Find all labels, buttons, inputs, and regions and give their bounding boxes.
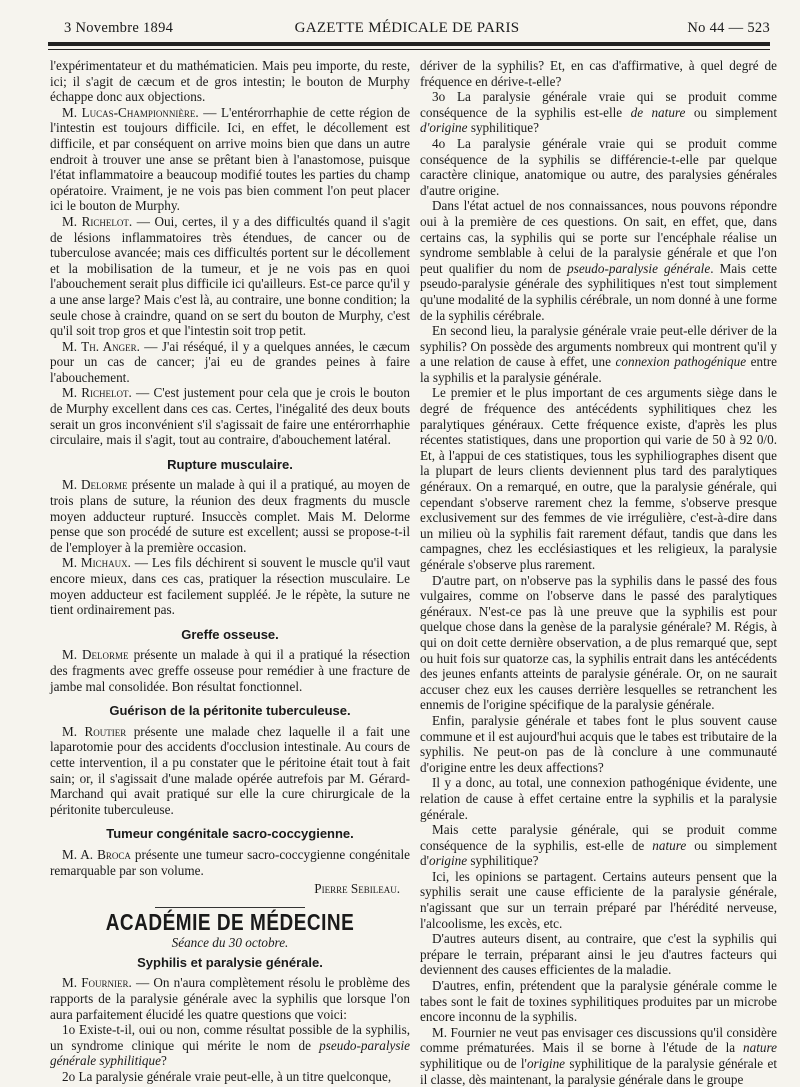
paragraph-text: ou simplement xyxy=(685,104,777,120)
paragraph xyxy=(50,975,410,1022)
paragraph-text: — Oui, certes, il y a des difficultés quand il s'agit de lésions inflammatoires très étendues, de cancer ou de tuberculose avancée; mais ces difficultés portent sur le décollement et la mobilisation de la tumeur, et je ne vois pas en quoi l'abouchement serait plus difficile ici qu'ailleurs. Est-ce parce qu'il y a une anse large? Mais c'est là, au contraire, une bonne condition; la seule chose à craindre, quand on se sert du bouton de Murphy, c'est qu'il soit trop gros et que l'intestin soit trop petit. xyxy=(50,213,411,339)
italic-term: d'origine xyxy=(420,120,468,136)
paragraph-text: — L'entérorrhaphie de cette région de l'intestin est toujours difficile. Ici, en effet, le décollement est difficile, et par conséquent on arrive moins bien que dans un autre endroit à trouver une anse se prêtant bien à l'anastomose, puisque l'état inflammatoire a beaucoup modifié toutes les parties du champ opératoire. Vraiment, je ne vois pas bien comment l'on peut placer ici le bouton de Murphy. xyxy=(50,104,410,214)
paragraph: Le premier et le plus important de ces arguments siège dans le degré de fréquence des antécédents syphilitiques chez les paralytiques généraux. Cette fréquence existe, d'après les plus récentes statistiques, dans une proportion qui varie de 50 à 92 0/0. Et, à l'appui de ces statistiques, tous les syphiliographes disent que la plupart de leurs clients deviennent plus tard des paralytiques généraux. On a remarqué, en outre, que la paralysie générale, qui cependant s'observe rarement chez la femme, s'observe presque exclusivement sur des femmes de vie irrégulière, c'est-à-dire dans un milieu où la syphilis fait rarement défaut, tandis que dans les campagnes, chez les ecclésiastiques et les religieux, la paralysie générale s'observe plus rarement. xyxy=(420,385,777,572)
paragraph xyxy=(50,477,410,555)
paragraph-text: présente une malade chez laquelle il a fait une laparotomie pour des accidents d'occlusion intestinale. Au cours de cette intervention, il a pu constater que le péritoine était tout à fait sain; or, il s'agissait d'une malade opérée autrefois par M. Gérard-Marchand qui avait pratiqué sur elle la cure chirurgicale de la péritonite tuberculeuse. xyxy=(50,723,410,817)
paragraph-text: ou simplement d' xyxy=(420,837,777,869)
paragraph-text: — On n'aura complètement résolu le problème des rapports de la paralysie générale avec la syphilis que lorsque l'on aura parfaitement élucidé les quatre questions que voici: xyxy=(50,975,410,1022)
speaker-name: M. Fournier. xyxy=(62,975,132,991)
paragraph-text: — J'ai réséqué, il y a quelques années, le cæcum pour un cas de cancer; j'ai eu de grandes peines à faire l'abouchement. xyxy=(50,338,411,385)
paragraph-text: présente un malade à qui il a pratiqué la résection des fragments avec greffe osseuse pour remédier à une fracture de jambe mal consolidée. Bon résultat fonctionnel. xyxy=(50,647,411,694)
left-column xyxy=(50,58,410,1085)
italic-term: connexion pathogénique xyxy=(615,354,747,370)
paragraph-text: syphilitique? xyxy=(467,120,539,136)
author-signature: Pierre Sebileau. xyxy=(314,881,400,897)
paragraph: D'autre part, on n'observe pas la syphilis dans le passé des fous vulgaires, comme on l'observe dans le passé des paralytiques généraux. N'est-ce pas là une preuve que la syphilis est pour quelque chose dans la genèse de la paralysie générale? M. Régis, à qui on doit cette dernière observation, a de plus remarqué que, sept ou huit fois sur quatorze cas, la syphilis entrait dans les antécédents des jeunes enfants atteints de paralysie générale. Or, on ne saurait accuser chez eux les causes derrière lesquelles se retranchent les ennemis de l'origine spécifique de la paralysie générale. xyxy=(420,572,777,713)
section-heading: Tumeur congénitale sacro-coccygienne. xyxy=(106,826,354,842)
paragraph xyxy=(50,214,410,339)
right-column xyxy=(420,58,777,1087)
paragraph-text: M. Fournier ne veut pas envisager ces discussions qu'il considère comme prématurées. Mais il se borne à l'étude de la xyxy=(420,1024,777,1056)
section-divider xyxy=(155,907,305,908)
speaker-name: M. Richelot. xyxy=(62,213,133,229)
paragraph xyxy=(50,105,410,214)
speaker-name: M. Delorme xyxy=(62,647,129,663)
header-rule xyxy=(48,42,770,50)
speaker-name: M. Michaux. xyxy=(62,555,131,571)
paragraph-text: présente une tumeur sacro-coccygienne congénitale remarquable par son volume. xyxy=(50,846,410,878)
paragraph-text: présente un malade à qui il a pratiqué, au moyen de trois plans de suture, la réunion des deux fragments du muscle moyen adducteur rupturé. Insuccès complet. Mais M. Delorme pense que son procédé de suture est excellent; aussi se propose-t-il de l'employer à la première occasion. xyxy=(50,477,411,555)
italic-term: origine xyxy=(526,1056,566,1071)
paragraph: 4o La paralysie générale vraie qui se produit comme conséquence de la syphilis se différencie-t-elle par quelque caractère clinique, anatomique ou autre, des paralysies générales d'autre origine. xyxy=(420,135,777,198)
session-date: Séance du 30 octobre. xyxy=(171,935,289,951)
paragraph: Ici, les opinions se partagent. Certains auteurs pensent que la syphilis serait une cause efficiente de la paralysie générale, n'agissant que sur un terrain préparé par l'hérédité nerveuse, l'alcoolisme, les excès, etc. xyxy=(420,868,777,931)
speaker-name: M. Routier xyxy=(62,723,127,739)
paragraph: l'expérimentateur et du mathématicien. Mais peu importe, du reste, ici; il s'agit de cæcum et de gros intestin; le bouton de Murphy échappe donc aux objections. xyxy=(50,58,410,105)
paragraph-text: syphilitique de la paralysie générale et il classe, dès maintenant, la paralysie générale dans le groupe xyxy=(420,1056,778,1087)
speaker-name: M. Th. Anger. xyxy=(62,338,140,354)
section-heading: Greffe osseuse. xyxy=(181,626,279,642)
page-header xyxy=(44,12,770,36)
paragraph-text: ? xyxy=(160,1053,167,1069)
paragraph-text: Dans l'état actuel de nos connaissances, nous pouvons répondre oui à la première de ces questions. On sait, en effet, que, dans certains cas, la syphilis qui se porte sur l'encéphale réalise un syndrome semblable à celui de la paralysie générale et que l'on peut qualifier du nom de xyxy=(420,198,777,276)
paragraph-text: . Mais cette pseudo-paralysie générale des syphilitiques n'est tout simplement qu'une modalité de la syphilis cérébrale, un nom donné à une forme de la syphilis cérébrale. xyxy=(420,260,778,323)
italic-term: nature xyxy=(652,837,687,853)
paragraph: dériver de la syphilis? Et, en cas d'affirmative, à quel degré de fréquence en dérive-t-elle? xyxy=(420,58,777,89)
italic-term: pseudo-paralysie générale xyxy=(567,260,711,276)
paragraph-text: 3o La paralysie générale vraie qui se produit comme conséquence de la syphilis est-elle xyxy=(420,89,777,120)
header-date: 3 Novembre 1894 xyxy=(64,20,174,36)
paragraph xyxy=(420,822,777,869)
paragraph: D'autres auteurs disent, au contraire, que c'est la syphilis qui prépare le terrain, préparant ainsi le jeu d'autres facteurs qui deviennent des causes efficientes de la maladie. xyxy=(420,931,777,978)
paragraph-text: syphilitique ou de l' xyxy=(420,1056,527,1071)
paragraph-text: En second lieu, la paralysie générale vraie peut-elle dériver de la syphilis? On possède des arguments nombreux qui montrent qu'il y a une relation de cause à effet, une xyxy=(420,323,777,370)
speaker-name: M. Richelot. xyxy=(62,385,132,401)
header-page-number: No 44 — 523 xyxy=(687,20,770,36)
paragraph xyxy=(50,847,410,878)
section-heading: Syphilis et paralysie générale. xyxy=(137,954,323,970)
speaker-name: M. A. Broca xyxy=(62,846,131,862)
paragraph: 2o La paralysie générale vraie peut-elle, à un titre quelconque, xyxy=(62,1069,392,1085)
italic-term: origine xyxy=(428,853,468,869)
paragraph xyxy=(50,385,410,447)
header-journal-title: GAZETTE MÉDICALE DE PARIS xyxy=(294,20,520,36)
section-heading: Guérison de la péritonite tuberculeuse. xyxy=(109,703,351,719)
paragraph-text: syphilitique? xyxy=(467,853,539,869)
paragraph xyxy=(420,89,777,136)
paragraph xyxy=(420,198,777,323)
italic-term: pseudo-paralysie générale syphilitique xyxy=(50,1037,410,1069)
paragraph xyxy=(50,555,410,617)
paragraph xyxy=(420,1025,777,1087)
italic-term: nature xyxy=(743,1040,777,1056)
academy-heading: ACADÉMIE DE MÉDECINE xyxy=(105,910,355,936)
speaker-name: M. Lucas-Championnière. xyxy=(62,104,199,120)
paragraph-text: Mais cette paralysie générale, qui se produit comme conséquence de la syphilis, est-elle de xyxy=(420,822,777,853)
paragraph xyxy=(50,339,410,386)
paragraph-text: 1o Existe-t-il, oui ou non, comme résultat possible de la syphilis, un syndrome clinique qui mérite le nom de xyxy=(50,1022,410,1053)
paragraph xyxy=(50,724,410,818)
paragraph xyxy=(420,323,777,385)
paragraph-text: — C'est justement pour cela que je crois le bouton de Murphy excellent dans ces cas. Certes, l'inégalité des deux bouts serait un gros inconvénient s'il s'agissait de faire une entérorrhaphie circulaire, mais il s'agit, tout au contraire, d'abouchement latéral. xyxy=(50,385,410,448)
paragraph xyxy=(50,1022,410,1069)
italic-term: de nature xyxy=(630,104,686,120)
paragraph-text: entre la syphilis et la paralysie générale. xyxy=(420,354,777,385)
paragraph: D'autres, enfin, prétendent que la paralysie générale comme le tabes sont le fait de toxines syphilitiques produites par un microbe encore inconnu de la syphilis. xyxy=(420,978,777,1025)
section-heading: Rupture musculaire. xyxy=(167,456,293,472)
paragraph-text: — Les fils déchirent si souvent le muscle qu'il vaut encore mieux, dans ces cas, pratiquer la résection musculaire. Le moyen adducteur est facilement suppléé. Je le répète, la suture ne tient ordinairement pas. xyxy=(50,555,410,618)
paragraph: Enfin, paralysie générale et tabes font le plus souvent cause commune et il est aujourd'hui acquis que le tabes est tributaire de la syphilis. Ne peut-on pas de là conclure à une communauté d'origine entre les deux affections? xyxy=(420,712,777,775)
paragraph: Il y a donc, au total, une connexion pathogénique évidente, une relation de cause à effet certaine entre la syphilis et la paralysie générale. xyxy=(420,775,777,822)
speaker-name: M. Delorme xyxy=(62,477,128,493)
paragraph xyxy=(50,647,410,694)
